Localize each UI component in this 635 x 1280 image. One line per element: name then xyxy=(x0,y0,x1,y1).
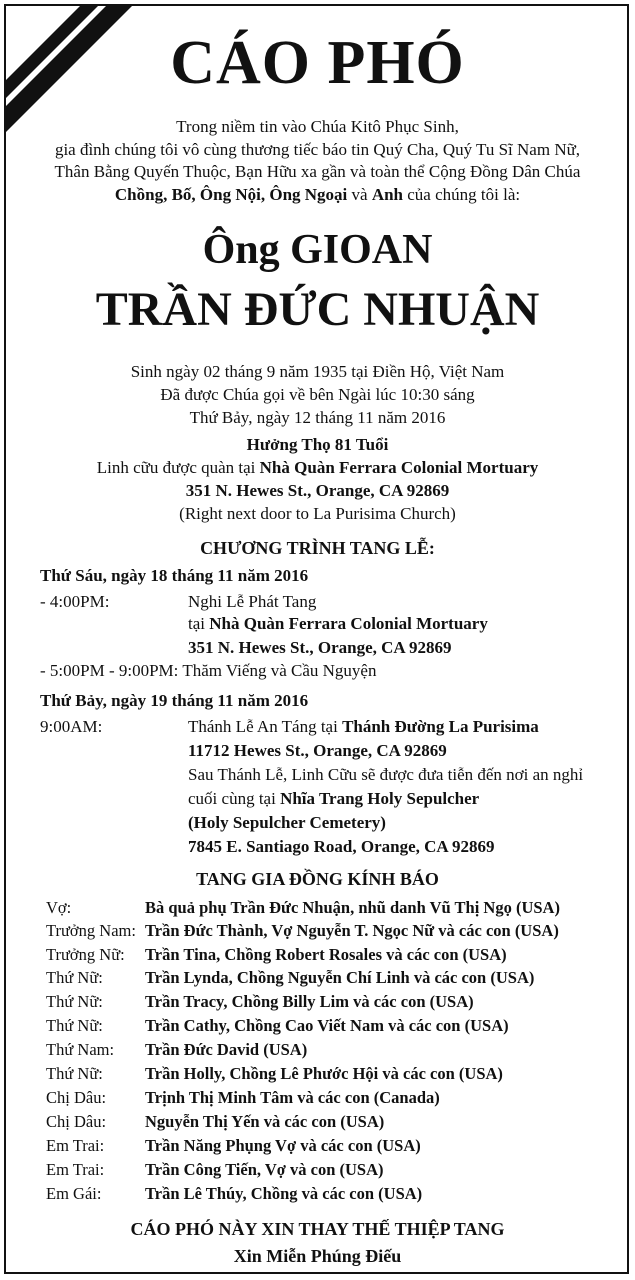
day1-time1: - 4:00PM: xyxy=(40,592,110,611)
resting-address: 351 N. Hewes St., Orange, CA 92869 xyxy=(185,481,450,500)
member-name: Trần Năng Phụng Vợ và các con (USA) xyxy=(145,1136,421,1155)
page-title: CÁO PHÓ xyxy=(170,29,465,97)
intro-line: Trong niềm tin vào Chúa Kitô Phục Sinh, xyxy=(176,117,459,136)
member-name: Trần Lê Thúy, Chồng và các con (USA) xyxy=(145,1184,423,1203)
day1-time2-event: - 5:00PM - 9:00PM: Thăm Viếng và Cầu Nguyện xyxy=(40,661,377,680)
resting-note: (Right next door to La Purisima Church) xyxy=(179,504,456,523)
age-info: Hưởng Thọ 81 Tuổi xyxy=(246,435,389,454)
member-relation: Em Trai: xyxy=(46,1136,105,1155)
member-name: Trần Lynda, Chồng Nguyễn Chí Linh và các con (USA) xyxy=(145,968,535,987)
member-relation: Thứ Nam: xyxy=(46,1040,115,1059)
day1-heading: Thứ Sáu, ngày 18 tháng 11 năm 2016 xyxy=(40,566,309,585)
cemetery-name: Nhĩa Trang Holy Sepulcher xyxy=(280,789,480,808)
member-name: Trần Tracy, Chồng Billy Lim và các con (USA) xyxy=(145,992,474,1011)
member-name: Trần Tina, Chồng Robert Rosales và các con (USA) xyxy=(145,945,507,964)
day2-after2 xyxy=(188,789,479,809)
day2-time1: 9:00AM: xyxy=(40,717,103,736)
member-relation: Em Gái: xyxy=(46,1184,102,1203)
birth-info: Sinh ngày 02 tháng 9 năm 1935 tại Điền Hộ, Việt Nam xyxy=(130,362,505,381)
relation-list: Chồng, Bố, Ông Nội, Ông Ngoại xyxy=(114,184,348,204)
member-relation: Trưởng Nam: xyxy=(46,921,136,940)
member-name: Trần Đức David (USA) xyxy=(145,1040,308,1059)
member-relation: Trưởng Nữ: xyxy=(46,945,125,964)
member-name: Trần Đức Thành, Vợ Nguyễn T. Ngọc Nữ và các con (USA) xyxy=(145,921,559,940)
deceased-christian-name: Ông GIOAN xyxy=(202,227,433,273)
member-relation: Chị Dâu: xyxy=(46,1112,107,1131)
day2-cemetery: (Holy Sepulcher Cemetery) xyxy=(188,813,386,832)
day2-heading: Thứ Bảy, ngày 19 tháng 11 năm 2016 xyxy=(40,691,309,710)
day2-after1: Sau Thánh Lễ, Linh Cữu sẽ được đưa tiễn đến nơi an nghỉ xyxy=(188,765,584,784)
member-relation: Chị Dâu: xyxy=(46,1088,107,1107)
resting-place: Nhà Quàn Ferrara Colonial Mortuary xyxy=(259,458,539,477)
intro-end: của chúng tôi là: xyxy=(403,184,521,204)
resting-info xyxy=(0,433,635,525)
member-relation: Thứ Nữ: xyxy=(46,968,103,987)
intro-connector: và xyxy=(347,184,372,204)
event-prefix: Thánh Lễ An Táng tại xyxy=(188,717,343,736)
deceased-full-name: TRẦN ĐỨC NHUẬN xyxy=(95,283,540,336)
day2-event1 xyxy=(188,717,539,737)
relation-brother: Anh xyxy=(371,184,404,204)
place-prefix: tại xyxy=(188,614,210,633)
day2-address2: 7845 E. Santiago Road, Orange, CA 92869 xyxy=(188,837,495,856)
called-info: Đã được Chúa gọi về bên Ngài lúc 10:30 sáng xyxy=(160,385,475,404)
intro-line: Thân Bằng Quyến Thuộc, Bạn Hữu xa gần và toàn thể Cộng Đồng Dân Chúa xyxy=(54,162,581,181)
member-name: Trần Cathy, Chồng Cao Viết Nam và các con (USA) xyxy=(145,1016,509,1035)
death-date: Thứ Bảy, ngày 12 tháng 11 năm 2016 xyxy=(189,408,446,427)
member-relation: Vợ: xyxy=(46,898,72,917)
resting-place-line xyxy=(0,456,635,479)
closing-line1: CÁO PHÓ NÀY XIN THAY THẾ THIỆP TANG xyxy=(130,1219,505,1239)
day1-event1: Nghi Lễ Phát Tang xyxy=(188,592,317,611)
church-name: Thánh Đường La Purisima xyxy=(342,717,539,736)
after-prefix: cuối cùng tại xyxy=(188,789,281,808)
intro-text xyxy=(0,116,635,206)
member-name: Trần Công Tiến, Vợ và con (USA) xyxy=(145,1160,384,1179)
member-name: Bà quả phụ Trần Đức Nhuận, nhũ danh Vũ Thị Ngọ (USA) xyxy=(145,898,560,917)
day1-address1: 351 N. Hewes St., Orange, CA 92869 xyxy=(188,638,452,657)
place-name: Nhà Quàn Ferrara Colonial Mortuary xyxy=(209,614,488,633)
member-relation: Thứ Nữ: xyxy=(46,992,103,1011)
family-title: TANG GIA ĐỒNG KÍNH BÁO xyxy=(196,869,439,889)
member-relation: Thứ Nữ: xyxy=(46,1064,103,1083)
intro-line: gia đình chúng tôi vô cùng thương tiếc báo tin Quý Cha, Quý Tu Sĩ Nam Nữ, xyxy=(54,139,581,159)
intro-line xyxy=(0,184,635,207)
closing-notice xyxy=(0,1216,635,1270)
day2-address1: 11712 Hewes St., Orange, CA 92869 xyxy=(188,741,447,760)
life-dates xyxy=(0,360,635,429)
member-relation: Em Trai: xyxy=(46,1160,105,1179)
day1-place1 xyxy=(188,614,488,634)
resting-prefix: Linh cữu được quàn tại xyxy=(96,458,260,477)
member-name: Trần Holly, Chồng Lê Phước Hội và các con (USA) xyxy=(145,1064,503,1083)
member-name: Trịnh Thị Minh Tâm và các con (Canada) xyxy=(145,1088,440,1107)
closing-line2: Xin Miễn Phúng Điếu xyxy=(233,1246,402,1266)
program-title: CHƯƠNG TRÌNH TANG LỄ: xyxy=(200,538,435,558)
member-name: Nguyễn Thị Yến và các con (USA) xyxy=(145,1112,385,1131)
member-relation: Thứ Nữ: xyxy=(46,1016,103,1035)
